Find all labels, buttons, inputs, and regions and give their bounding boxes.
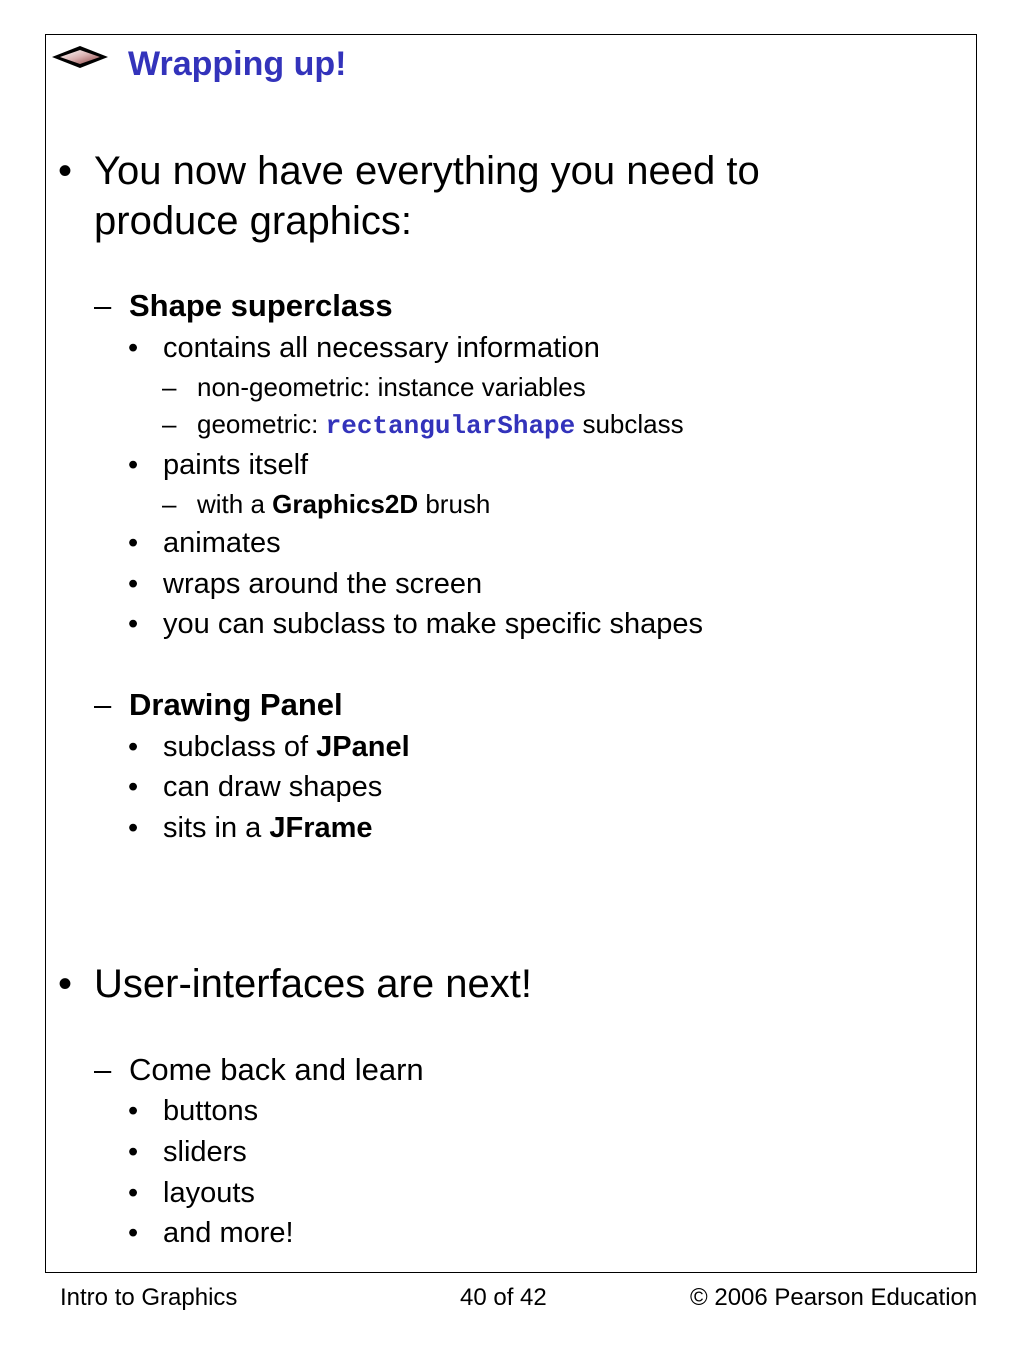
- geo-code: rectangularShape: [325, 411, 576, 441]
- subitem-text: non-geometric: instance variables: [197, 372, 586, 402]
- bullet-marker: •: [128, 812, 139, 844]
- dash-marker: –: [94, 1052, 112, 1087]
- bullet-text: User-interfaces are next!: [94, 962, 532, 1006]
- learn-item-text: buttons: [163, 1095, 259, 1127]
- learn-item-text: sliders: [163, 1136, 247, 1168]
- dash-text: Come back and learn: [129, 1052, 424, 1087]
- dash-marker: –: [94, 288, 112, 323]
- with-prefix: with a: [197, 489, 273, 519]
- with-bold: Graphics2D: [272, 489, 419, 519]
- dash-text: Drawing Panel: [129, 687, 343, 722]
- geo-prefix: geometric:: [197, 409, 326, 439]
- geo-suffix: subclass: [575, 409, 684, 439]
- item-text: [163, 729, 410, 765]
- bullet-marker: •: [128, 527, 139, 559]
- item-text: wraps around the screen: [163, 568, 483, 600]
- bullet-marker: •: [128, 332, 139, 364]
- bullet-marker: •: [58, 149, 73, 193]
- item-text: you can subclass to make specific shapes: [163, 608, 703, 640]
- bullet-marker: •: [128, 1095, 139, 1127]
- bullet-marker: •: [128, 568, 139, 600]
- bullet-marker: •: [128, 1136, 139, 1168]
- bullet-text: You now have everything you need to: [94, 149, 760, 193]
- footer-course: Intro to Graphics: [60, 1284, 238, 1311]
- bullet-marker: •: [128, 771, 139, 803]
- learn-item-text: and more!: [163, 1217, 294, 1249]
- footer-page-number: 40 of 42: [460, 1284, 547, 1311]
- learn-item-text: layouts: [163, 1177, 255, 1209]
- bullet-marker: •: [128, 608, 139, 640]
- bullet-marker: •: [128, 449, 139, 481]
- sits-prefix: sits in a: [163, 812, 270, 844]
- item-text: paints itself: [163, 449, 309, 481]
- slide-title: Wrapping up!: [128, 45, 347, 83]
- bullet-marker: •: [58, 962, 73, 1006]
- subclass-prefix: subclass of: [163, 731, 317, 763]
- item-text: [163, 810, 373, 846]
- footer-copyright: © 2006 Pearson Education: [690, 1284, 978, 1311]
- dash-text: Shape superclass: [129, 288, 393, 323]
- bullet-text: produce graphics:: [94, 199, 412, 243]
- diamond-bullet-icon: [50, 44, 110, 70]
- subitem-text: [197, 488, 490, 520]
- bullet-marker: •: [128, 731, 139, 763]
- item-text: animates: [163, 527, 281, 559]
- item-text: can draw shapes: [163, 771, 383, 803]
- item-text: contains all necessary information: [163, 332, 600, 364]
- dash-marker: –: [162, 489, 177, 519]
- dash-marker: –: [162, 372, 177, 402]
- sits-bold: JFrame: [269, 812, 373, 844]
- subitem-text: [197, 408, 684, 442]
- bullet-marker: •: [128, 1217, 139, 1249]
- bullet-marker: •: [128, 1177, 139, 1209]
- subclass-bold: JPanel: [316, 731, 410, 763]
- dash-marker: –: [94, 687, 112, 722]
- dash-marker: –: [162, 409, 177, 439]
- with-suffix: brush: [418, 489, 491, 519]
